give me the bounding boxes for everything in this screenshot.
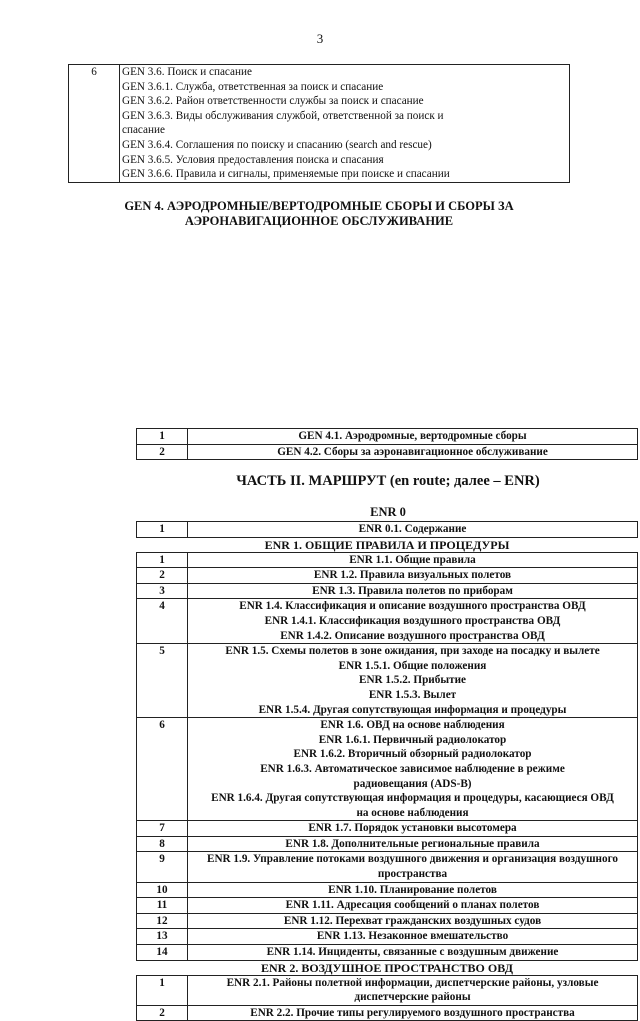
row-number: 9 — [137, 852, 188, 882]
row-content: GEN 4.2. Сборы за аэронавигационное обслуживание — [188, 444, 638, 460]
gen4-heading-line2: АЭРОНАВИГАЦИОННОЕ ОБСЛУЖИВАНИЕ — [184, 214, 454, 228]
row-line: ENR 1.12. Перехват гражданских воздушных судов — [283, 914, 542, 927]
row-content — [188, 718, 638, 821]
table-row — [137, 522, 638, 538]
row-line: ENR 1.5.3. Вылет — [368, 688, 457, 701]
row-number: 6 — [69, 65, 120, 183]
row-content — [120, 65, 570, 183]
table-row — [137, 929, 638, 945]
row-number: 3 — [137, 583, 188, 599]
enr-table — [136, 521, 638, 1021]
table-row — [137, 975, 638, 1005]
row-content — [188, 882, 638, 898]
row-content — [188, 821, 638, 837]
row-content — [188, 945, 638, 961]
row-content — [188, 552, 638, 568]
row-line: ENR 1.5.2. Прибытие — [359, 674, 466, 687]
row-line: ENR 1.8. Дополнительные региональные правила — [285, 837, 540, 850]
row-line: GEN 3.6.3. Виды обслуживания службой, ответственной за поиск и — [122, 109, 444, 122]
row-line: ENR 1.14. Инциденты, связанные с воздушным движение — [266, 946, 559, 959]
row-line: GEN 3.6. Поиск и спасание — [122, 66, 252, 78]
gen4-table — [136, 428, 638, 460]
row-number: 2 — [137, 1005, 188, 1021]
row-line: ENR 1.6.2. Вторичный обзорный радиолокатор — [293, 748, 532, 761]
row-line: ENR 1.4.1. Классификация воздушного пространства ОВД — [264, 614, 561, 627]
row-number: 1 — [137, 975, 188, 1005]
row-line: ENR 1.3. Правила полетов по приборам — [312, 584, 513, 597]
row-line: ENR 1.6.3. Автоматическое зависимое наблюдение в режиме — [260, 762, 565, 775]
table-row — [137, 882, 638, 898]
enr2-heading: ENR 2. ВОЗДУШНОЕ ПРОСТРАНСТВО ОВД — [137, 960, 638, 975]
row-number: 4 — [137, 599, 188, 644]
row-line: ENR 1.2. Правила визуальных полетов — [313, 569, 512, 582]
row-line: ENR 1.5.1. Общие положения — [338, 659, 487, 672]
enr0-heading: ENR 0 — [370, 505, 406, 519]
row-number: 8 — [137, 836, 188, 852]
row-content: GEN 4.1. Аэродромные, вертодромные сборы — [188, 429, 638, 445]
row-line: на основе наблюдения — [356, 806, 469, 819]
table-row — [137, 552, 638, 568]
table-row — [137, 718, 638, 821]
row-content — [188, 852, 638, 882]
row-line: ENR 1.9. Управление потоками воздушного движения и организация воздушного — [207, 853, 618, 866]
row-line: ENR 1.5.4. Другая сопутствующая информация и процедуры — [258, 703, 567, 716]
row-content: ENR 0.1. Содержание — [188, 522, 638, 538]
table-row — [137, 568, 638, 584]
row-number: 2 — [137, 444, 188, 460]
row-line: ENR 2.1. Районы полетной информации, диспетчерские районы, узловые — [226, 976, 599, 989]
row-line: ENR 1.1. Общие правила — [349, 553, 476, 566]
row-number: 12 — [137, 913, 188, 929]
row-content — [188, 929, 638, 945]
row-content — [188, 913, 638, 929]
row-line: ENR 1.6.4. Другая сопутствующая информация и процедуры, касающиеся ОВД — [211, 792, 614, 805]
row-content — [188, 1005, 638, 1021]
table-row — [137, 429, 638, 445]
table-row — [137, 599, 638, 644]
row-content — [188, 836, 638, 852]
row-line: ENR 1.7. Порядок установки высотомера — [308, 822, 517, 835]
gen3-table — [68, 64, 570, 183]
row-line: ENR 1.11. Адресация сообщений о планах полетов — [285, 899, 540, 912]
row-line: ENR 1.10. Планирование полетов — [328, 883, 497, 896]
row-line: ENR 2.2. Прочие типы регулируемого воздушного пространства — [250, 1006, 575, 1019]
section-heading-row — [137, 960, 638, 975]
enr1-heading: ENR 1. ОБЩИЕ ПРАВИЛА И ПРОЦЕДУРЫ — [137, 537, 638, 552]
table-row — [137, 444, 638, 460]
row-line: GEN 3.6.5. Условия предоставления поиска и спасания — [122, 153, 384, 166]
table-row — [137, 583, 638, 599]
table-row — [137, 945, 638, 961]
page-number: 3 — [316, 31, 324, 46]
row-content — [188, 568, 638, 584]
table-row — [137, 836, 638, 852]
row-line: GEN 3.6.2. Район ответственности службы за поиск и спасание — [122, 95, 424, 108]
row-line: спасание — [122, 124, 165, 137]
section-heading-row — [137, 537, 638, 552]
gen4-heading — [68, 199, 618, 1019]
row-line: ENR 1.13. Незаконное вмешательство — [316, 930, 509, 943]
row-line: радиовещания (ADS-B) — [353, 777, 472, 790]
row-content — [188, 644, 638, 718]
table-row — [137, 852, 638, 882]
row-number: 14 — [137, 945, 188, 961]
part2-title: ЧАСТЬ II. МАРШРУТ (en route; далее – ENR) — [236, 473, 540, 489]
row-line: ENR 1.4. Классификация и описание воздушного пространства ОВД — [239, 600, 586, 613]
row-number: 1 — [137, 429, 188, 445]
row-line: GEN 3.6.6. Правила и сигналы, применяемые при поиске и спасании — [122, 168, 450, 181]
table-row — [69, 65, 570, 183]
row-number: 13 — [137, 929, 188, 945]
row-line: ENR 1.6.1. Первичный радиолокатор — [318, 733, 507, 746]
row-content — [188, 898, 638, 914]
row-content — [188, 583, 638, 599]
table-row — [137, 898, 638, 914]
gen4-heading-line1: GEN 4. АЭРОДРОМНЫЕ/ВЕРТОДРОМНЫЕ СБОРЫ И СБОРЫ ЗА — [124, 199, 514, 213]
row-number: 10 — [137, 882, 188, 898]
table-row — [137, 913, 638, 929]
row-number: 5 — [137, 644, 188, 718]
row-line: ENR 1.5. Схемы полетов в зоне ожидания, при заходе на посадку и вылете — [225, 645, 600, 658]
table-row — [137, 1005, 638, 1021]
table-row — [137, 821, 638, 837]
row-content — [188, 599, 638, 644]
row-number: 1 — [137, 522, 188, 538]
row-number: 2 — [137, 568, 188, 584]
row-content — [188, 975, 638, 1005]
row-number: 6 — [137, 718, 188, 821]
row-line: GEN 3.6.1. Служба, ответственная за поиск и спасание — [122, 80, 384, 93]
row-line: ENR 1.6. ОВД на основе наблюдения — [320, 719, 505, 732]
row-number: 11 — [137, 898, 188, 914]
table-row — [137, 644, 638, 718]
row-line: ENR 1.4.2. Описание воздушного пространства ОВД — [280, 629, 545, 642]
row-line: диспетчерские районы — [354, 991, 471, 1004]
row-number: 7 — [137, 821, 188, 837]
row-line: пространства — [377, 868, 448, 881]
row-line: GEN 3.6.4. Соглашения по поиску и спасанию (search and rescue) — [122, 138, 432, 151]
row-number: 1 — [137, 552, 188, 568]
